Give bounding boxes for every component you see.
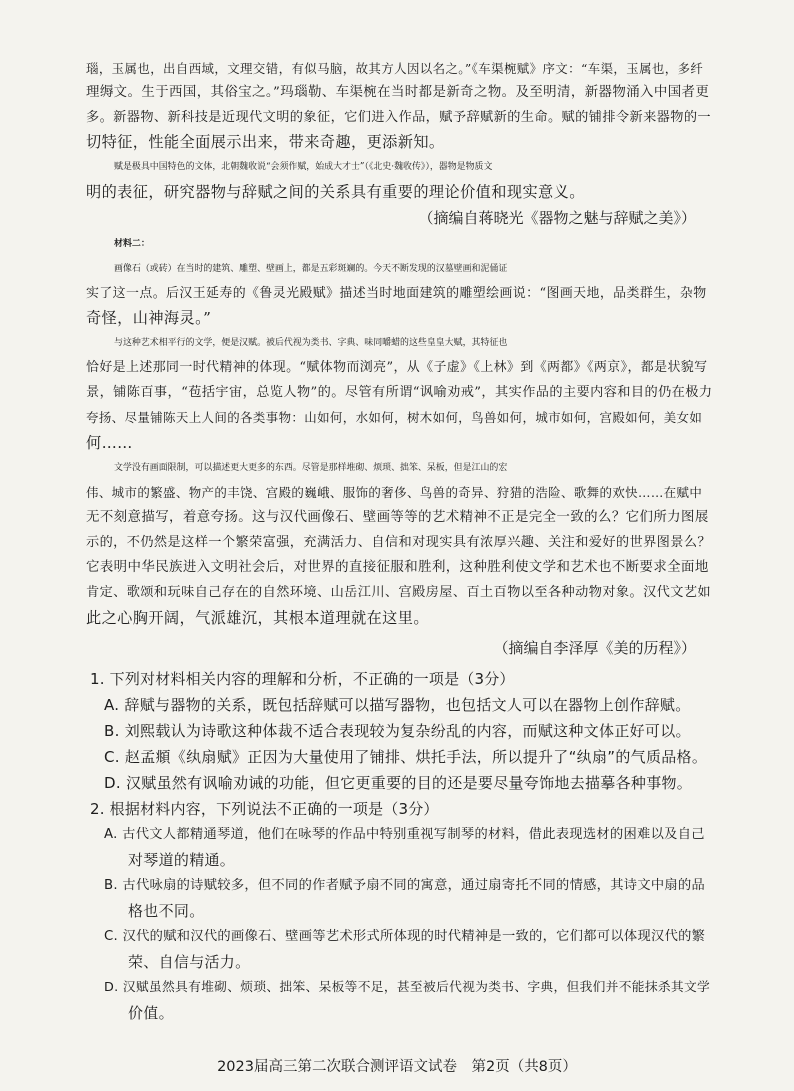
passage-line: 恰好是上述那同一时代精神的体现。“赋体物而浏亮”，从《子虚》《上林》到《两都》《两京》，都是状貌写 — [86, 360, 708, 375]
passage-line: 赋是极具中国特色的文体，北朝魏收说“会须作赋，始成大才士”（《北史·魏收传》），器物是物质文 — [114, 162, 493, 172]
passage-line: 切特征，性能全面展示出来，带来奇趣，更添新知。 — [86, 133, 445, 151]
passage-line: 实了这一点。后汉王延寿的《鲁灵光殿赋》描述当时地面建筑的雕塑绘画说：“图画天地，品类群生，杂物 — [86, 286, 707, 301]
passage-line: 无不刻意描写，着意夸扬。这与汉代画像石、壁画等等的艺术精神不正是完全一致的么？它们所力图展 — [86, 510, 709, 525]
question-stem: 2. 根据材料内容，下列说法不正确的一项是（3分） — [90, 800, 439, 818]
passage-line: 肯定、歌颂和玩味自己存在的自然环境、山岳江川、宫殿房屋、百土百物以至各种动物对象。汉代文艺如 — [86, 585, 712, 600]
option-a-continued[interactable]: 对琴道的精通。 — [128, 851, 236, 869]
passage-line: 景，铺陈百事，“苞括宇宙，总览人物”的。尽管有所谓“讽喻劝戒”，其实作品的主要内容和目的仍在极力 — [86, 385, 713, 400]
passage-2-heading: 材料二： — [114, 239, 150, 249]
option-b[interactable]: B. 刘熙载认为诗歌这种体裁不适合表现较为复杂纷乱的内容，而赋这种文体正好可以。 — [104, 722, 691, 740]
passage-line: 它表明中华民族进入文明社会后，对世界的直接征服和胜利，这种胜利使文学和艺术也不断要求全面地 — [86, 560, 709, 575]
passage-2-source: （摘编自李泽厚《美的历程》） — [493, 639, 696, 657]
passage-line: 与这种艺术相平行的文学，便是汉赋。被后代视为类书、字典、味同嚼蜡的这些皇皇大赋，其特征也 — [114, 338, 508, 348]
passage-line: 此之心胸开阔，气派雄沉，其根本道理就在这里。 — [86, 609, 429, 627]
option-b-continued[interactable]: 格也不同。 — [128, 902, 205, 920]
option-b[interactable]: B. 古代咏扇的诗赋较多，但不同的作者赋予扇不同的寓意，通过扇寄托不同的情感，其诗文中扇的品 — [104, 878, 706, 893]
passage-1-source: （摘编自蒋晓光《器物之魅与辞赋之美》） — [418, 209, 696, 227]
option-d[interactable]: D. 汉赋虽然有讽喻劝诫的功能，但它更重要的目的还是要尽量夸饰地去描摹各种事物。 — [104, 774, 693, 792]
passage-line: 示的，不仍然是这样一个繁荣富强，充满活力、自信和对现实具有浓厚兴趣、关注和爱好的世界图景么？ — [86, 535, 712, 550]
option-c-continued[interactable]: 荣、自信与活力。 — [128, 953, 251, 971]
option-c[interactable]: C. 汉代的赋和汉代的画像石、壁画等艺术形式所体现的时代精神是一致的，它们都可以体现汉代的繁 — [104, 929, 706, 944]
passage-line: 何…… — [86, 434, 133, 452]
passage-line: 理缛文。生于西国，其俗宝之。”玛瑙勒、车渠椀在当时都是新奇之物。及至明清，新器物涌入中国者更 — [86, 85, 710, 100]
passage-line: 瑙，玉属也，出自西域，文理交错，有似马脑，故其方人因以名之。”《车渠椀赋》序文：“车渠，玉属也，多纤 — [86, 61, 704, 76]
page-footer: 2023届高三第二次联合测评语文试卷 第2页（共8页） — [217, 1059, 577, 1075]
passage-line: 画像石（或砖）在当时的建筑、雕塑、壁画上，都是五彩斑斓的。今天不断发现的汉墓壁画和泥俑证 — [114, 264, 508, 274]
passage-line: 明的表征，研究器物与辞赋之间的关系具有重要的理论价值和现实意义。 — [86, 183, 585, 201]
passage-line: 伟、城市的繁盛、物产的丰饶、宫殿的巍峨、服饰的奢侈、鸟兽的奇异、狩猎的浩险、歌舞的欢快……在赋中 — [86, 485, 703, 500]
option-a[interactable]: A. 古代文人都精通琴道，他们在咏琴的作品中特别重视写制琴的材料，借此表现选材的困难以及自己 — [104, 827, 705, 842]
option-a[interactable]: A. 辞赋与器物的关系，既包括辞赋可以描写器物，也包括文人可以在器物上创作辞赋。 — [104, 696, 691, 714]
option-d-continued[interactable]: 价值。 — [128, 1004, 174, 1022]
passage-line: 夸扬、尽量铺陈天上人间的各类事物：山如何，水如何，树木如何，鸟兽如何，城市如何，宫殿如何，美女如 — [86, 410, 703, 425]
option-c[interactable]: C. 赵孟頫《纨扇赋》正因为大量使用了铺排、烘托手法，所以提升了“纨扇”的气质品格。 — [104, 748, 708, 766]
option-d[interactable]: D. 汉赋虽然具有堆砌、烦琐、拙笨、呆板等不足，甚至被后代视为类书、字典，但我们并不能抹杀其文学 — [104, 980, 711, 995]
passage-line: 奇怪，山神海灵。” — [86, 309, 212, 327]
passage-line: 文学没有画面限制，可以描述更大更多的东西。尽管是那样堆砌、烦琐、拙笨、呆板，但是江山的宏 — [114, 463, 508, 473]
passage-line: 多。新器物、新科技是近现代文明的象征，它们进入作品，赋予辞赋新的生命。赋的铺排令新来器物的一 — [86, 110, 712, 125]
question-stem: 1. 下列对材料相关内容的理解和分析，不正确的一项是（3分） — [90, 670, 515, 688]
